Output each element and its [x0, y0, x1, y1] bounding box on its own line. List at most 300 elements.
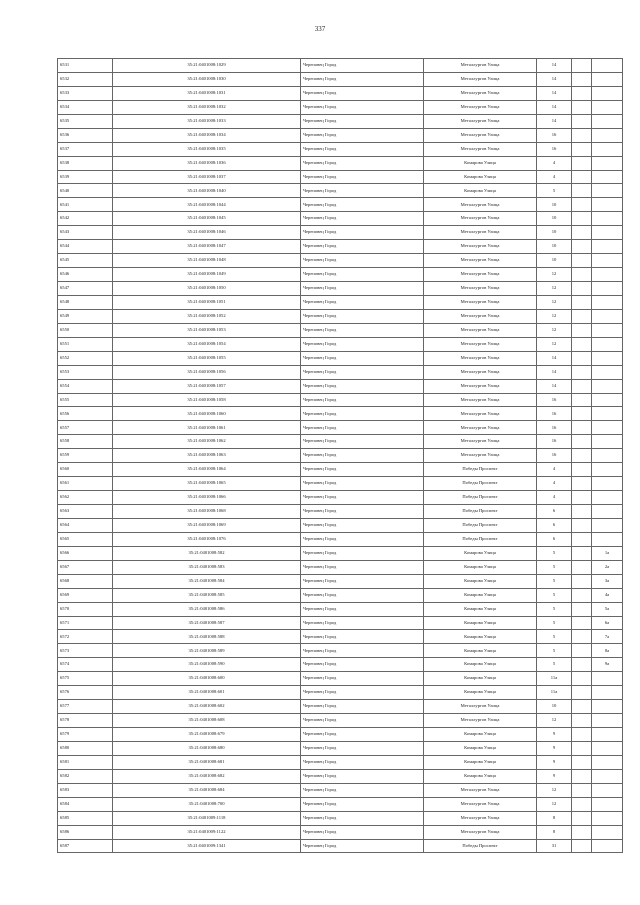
apartment-cell: [592, 86, 623, 100]
table-row: [58, 421, 623, 435]
empty-cell: [572, 268, 592, 282]
row-number-cell: 6547: [58, 282, 113, 296]
apartment-cell: [592, 351, 623, 365]
cadastral-number-cell: 35:21:0401008:1058: [113, 393, 301, 407]
cadastral-number-cell: 35:21:0401008:1053: [113, 323, 301, 337]
cadastral-number-cell: 35:21:0401009:1341: [113, 839, 301, 853]
street-cell: Комарова Улица: [424, 560, 537, 574]
apartment-cell: [592, 825, 623, 839]
row-number-cell: 6539: [58, 170, 113, 184]
street-cell: Металлургов Улица: [424, 797, 537, 811]
apartment-cell: [592, 226, 623, 240]
empty-cell: [572, 602, 592, 616]
empty-cell: [572, 421, 592, 435]
street-cell: Победы Проспект: [424, 491, 537, 505]
table-row: [58, 184, 623, 198]
street-cell: Металлургов Улица: [424, 59, 537, 73]
cadastral-number-cell: 35:21:0401008:1076: [113, 532, 301, 546]
house-number-cell: 14: [537, 100, 572, 114]
registry-table-body: [58, 59, 623, 853]
apartment-cell: [592, 839, 623, 853]
house-number-cell: 9: [537, 741, 572, 755]
house-number-cell: 4: [537, 170, 572, 184]
empty-cell: [572, 435, 592, 449]
street-cell: Металлургов Улица: [424, 100, 537, 114]
row-number-cell: 6587: [58, 839, 113, 853]
table-row: [58, 435, 623, 449]
street-cell: Металлургов Улица: [424, 449, 537, 463]
apartment-cell: [592, 212, 623, 226]
empty-cell: [572, 518, 592, 532]
apartment-cell: 3а: [592, 574, 623, 588]
street-cell: Комарова Улица: [424, 644, 537, 658]
table-row: [58, 839, 623, 853]
house-number-cell: 12: [537, 797, 572, 811]
cadastral-number-cell: 35:21:0401008:1052: [113, 309, 301, 323]
apartment-cell: [592, 142, 623, 156]
table-row: [58, 532, 623, 546]
cadastral-number-cell: 35:21:0401008:1063: [113, 449, 301, 463]
city-cell: Череповец Город: [301, 156, 424, 170]
city-cell: Череповец Город: [301, 546, 424, 560]
apartment-cell: [592, 769, 623, 783]
cadastral-number-cell: 35:21:0401008:584: [113, 574, 301, 588]
street-cell: Металлургов Улица: [424, 114, 537, 128]
house-number-cell: 14: [537, 114, 572, 128]
row-number-cell: 6582: [58, 769, 113, 783]
cadastral-number-cell: 35:21:0401008:601: [113, 686, 301, 700]
house-number-cell: 5: [537, 574, 572, 588]
apartment-cell: [592, 282, 623, 296]
empty-cell: [572, 59, 592, 73]
table-row: [58, 393, 623, 407]
cadastral-number-cell: 35:21:0401008:1037: [113, 170, 301, 184]
row-number-cell: 6551: [58, 337, 113, 351]
cadastral-number-cell: 35:21:0401008:588: [113, 630, 301, 644]
cadastral-number-cell: 35:21:0401008:586: [113, 602, 301, 616]
empty-cell: [572, 295, 592, 309]
city-cell: Череповец Город: [301, 769, 424, 783]
city-cell: Череповец Город: [301, 240, 424, 254]
table-row: [58, 295, 623, 309]
cadastral-number-cell: 35:21:0401008:681: [113, 755, 301, 769]
house-number-cell: 14: [537, 59, 572, 73]
city-cell: Череповец Город: [301, 700, 424, 714]
apartment-cell: [592, 686, 623, 700]
empty-cell: [572, 783, 592, 797]
street-cell: Победы Проспект: [424, 532, 537, 546]
cadastral-number-cell: 35:21:0401008:1062: [113, 435, 301, 449]
table-row: [58, 602, 623, 616]
cadastral-number-cell: 35:21:0401008:600: [113, 672, 301, 686]
city-cell: Череповец Город: [301, 295, 424, 309]
city-cell: Череповец Город: [301, 463, 424, 477]
street-cell: Металлургов Улица: [424, 295, 537, 309]
city-cell: Череповец Город: [301, 616, 424, 630]
apartment-cell: [592, 198, 623, 212]
street-cell: Комарова Улица: [424, 602, 537, 616]
table-row: [58, 282, 623, 296]
table-row: [58, 379, 623, 393]
empty-cell: [572, 128, 592, 142]
street-cell: Металлургов Улица: [424, 142, 537, 156]
house-number-cell: 5: [537, 658, 572, 672]
cadastral-number-cell: 35:21:0401008:1035: [113, 142, 301, 156]
table-row: [58, 86, 623, 100]
apartment-cell: [592, 728, 623, 742]
table-row: [58, 170, 623, 184]
row-number-cell: 6535: [58, 114, 113, 128]
row-number-cell: 6562: [58, 491, 113, 505]
apartment-cell: [592, 672, 623, 686]
cadastral-number-cell: 35:21:0401008:700: [113, 797, 301, 811]
cadastral-number-cell: 35:21:0401008:1044: [113, 198, 301, 212]
apartment-cell: [592, 491, 623, 505]
city-cell: Череповец Город: [301, 741, 424, 755]
city-cell: Череповец Город: [301, 184, 424, 198]
cadastral-number-cell: 35:21:0401008:1050: [113, 282, 301, 296]
street-cell: Металлургов Улица: [424, 282, 537, 296]
table-row: [58, 505, 623, 519]
house-number-cell: 12: [537, 714, 572, 728]
street-cell: Металлургов Улица: [424, 700, 537, 714]
city-cell: Череповец Город: [301, 114, 424, 128]
apartment-cell: 7а: [592, 630, 623, 644]
table-row: [58, 142, 623, 156]
empty-cell: [572, 574, 592, 588]
cadastral-number-cell: 35:21:0401008:1061: [113, 421, 301, 435]
cadastral-number-cell: 35:21:0401008:1032: [113, 100, 301, 114]
empty-cell: [572, 630, 592, 644]
empty-cell: [572, 546, 592, 560]
empty-cell: [572, 142, 592, 156]
empty-cell: [572, 72, 592, 86]
row-number-cell: 6541: [58, 198, 113, 212]
street-cell: Комарова Улица: [424, 184, 537, 198]
house-number-cell: 14: [537, 86, 572, 100]
cadastral-number-cell: 35:21:0401008:587: [113, 616, 301, 630]
table-row: [58, 463, 623, 477]
apartment-cell: 4а: [592, 588, 623, 602]
house-number-cell: 16: [537, 421, 572, 435]
row-number-cell: 6532: [58, 72, 113, 86]
table-row: [58, 755, 623, 769]
house-number-cell: 16: [537, 435, 572, 449]
city-cell: Череповец Город: [301, 728, 424, 742]
house-number-cell: 14: [537, 351, 572, 365]
house-number-cell: 12: [537, 783, 572, 797]
apartment-cell: 5а: [592, 602, 623, 616]
cadastral-number-cell: 35:21:0401008:1047: [113, 240, 301, 254]
table-row: [58, 268, 623, 282]
table-row: [58, 212, 623, 226]
city-cell: Череповец Город: [301, 672, 424, 686]
city-cell: Череповец Город: [301, 602, 424, 616]
city-cell: Череповец Город: [301, 783, 424, 797]
table-row: [58, 100, 623, 114]
row-number-cell: 6550: [58, 323, 113, 337]
table-row: [58, 630, 623, 644]
table-row: [58, 616, 623, 630]
city-cell: Череповец Город: [301, 477, 424, 491]
city-cell: Череповец Город: [301, 100, 424, 114]
city-cell: Череповец Город: [301, 254, 424, 268]
cadastral-number-cell: 35:21:0401008:680: [113, 741, 301, 755]
street-cell: Металлургов Улица: [424, 393, 537, 407]
table-row: [58, 114, 623, 128]
cadastral-number-cell: 35:21:0401008:1051: [113, 295, 301, 309]
apartment-cell: [592, 393, 623, 407]
street-cell: Металлургов Улица: [424, 825, 537, 839]
apartment-cell: [592, 811, 623, 825]
empty-cell: [572, 254, 592, 268]
house-number-cell: 14: [537, 72, 572, 86]
cadastral-number-cell: 35:21:0401008:1030: [113, 72, 301, 86]
house-number-cell: 14: [537, 379, 572, 393]
cadastral-number-cell: 35:21:0401008:1045: [113, 212, 301, 226]
house-number-cell: 10: [537, 240, 572, 254]
apartment-cell: [592, 100, 623, 114]
street-cell: Комарова Улица: [424, 769, 537, 783]
table-row: [58, 365, 623, 379]
empty-cell: [572, 407, 592, 421]
row-number-cell: 6564: [58, 518, 113, 532]
cadastral-number-cell: 35:21:0401008:590: [113, 658, 301, 672]
cadastral-number-cell: 35:21:0401008:1057: [113, 379, 301, 393]
cadastral-number-cell: 35:21:0401008:1046: [113, 226, 301, 240]
street-cell: Металлургов Улица: [424, 351, 537, 365]
row-number-cell: 6561: [58, 477, 113, 491]
row-number-cell: 6557: [58, 421, 113, 435]
table-row: [58, 546, 623, 560]
empty-cell: [572, 714, 592, 728]
row-number-cell: 6549: [58, 309, 113, 323]
cadastral-number-cell: 35:21:0401008:1031: [113, 86, 301, 100]
cadastral-number-cell: 35:21:0401008:1034: [113, 128, 301, 142]
table-row: [58, 658, 623, 672]
table-row: [58, 309, 623, 323]
city-cell: Череповец Город: [301, 393, 424, 407]
table-row: [58, 811, 623, 825]
street-cell: Комарова Улица: [424, 616, 537, 630]
row-number-cell: 6534: [58, 100, 113, 114]
empty-cell: [572, 198, 592, 212]
cadastral-number-cell: 35:21:0401008:1060: [113, 407, 301, 421]
house-number-cell: 9: [537, 728, 572, 742]
house-number-cell: 12: [537, 323, 572, 337]
street-cell: Металлургов Улица: [424, 212, 537, 226]
apartment-cell: [592, 421, 623, 435]
table-row: [58, 728, 623, 742]
house-number-cell: 8: [537, 811, 572, 825]
city-cell: Череповец Город: [301, 560, 424, 574]
street-cell: Металлургов Улица: [424, 240, 537, 254]
house-number-cell: 5: [537, 644, 572, 658]
city-cell: Череповец Город: [301, 714, 424, 728]
street-cell: Металлургов Улица: [424, 435, 537, 449]
street-cell: Металлургов Улица: [424, 365, 537, 379]
table-row: [58, 574, 623, 588]
row-number-cell: 6548: [58, 295, 113, 309]
empty-cell: [572, 337, 592, 351]
table-row: [58, 686, 623, 700]
house-number-cell: 5: [537, 630, 572, 644]
table-row: [58, 407, 623, 421]
row-number-cell: 6538: [58, 156, 113, 170]
table-row: [58, 323, 623, 337]
row-number-cell: 6572: [58, 630, 113, 644]
empty-cell: [572, 728, 592, 742]
row-number-cell: 6558: [58, 435, 113, 449]
city-cell: Череповец Город: [301, 128, 424, 142]
row-number-cell: 6544: [58, 240, 113, 254]
cadastral-number-cell: 35:21:0401008:582: [113, 546, 301, 560]
cadastral-number-cell: 35:21:0401008:1036: [113, 156, 301, 170]
cadastral-number-cell: 35:21:0401008:1054: [113, 337, 301, 351]
city-cell: Череповец Город: [301, 226, 424, 240]
apartment-cell: [592, 505, 623, 519]
street-cell: Металлургов Улица: [424, 198, 537, 212]
house-number-cell: 9: [537, 755, 572, 769]
city-cell: Череповец Город: [301, 839, 424, 853]
street-cell: Металлургов Улица: [424, 86, 537, 100]
house-number-cell: 16: [537, 393, 572, 407]
row-number-cell: 6566: [58, 546, 113, 560]
street-cell: Металлургов Улица: [424, 379, 537, 393]
empty-cell: [572, 491, 592, 505]
row-number-cell: 6556: [58, 407, 113, 421]
house-number-cell: 10: [537, 198, 572, 212]
empty-cell: [572, 811, 592, 825]
city-cell: Череповец Город: [301, 282, 424, 296]
cadastral-number-cell: 35:21:0401009:1122: [113, 825, 301, 839]
house-number-cell: 5: [537, 546, 572, 560]
apartment-cell: [592, 309, 623, 323]
empty-cell: [572, 449, 592, 463]
table-row: [58, 337, 623, 351]
city-cell: Череповец Город: [301, 505, 424, 519]
table-row: [58, 672, 623, 686]
house-number-cell: 11а: [537, 686, 572, 700]
street-cell: Комарова Улица: [424, 588, 537, 602]
cadastral-number-cell: 35:21:0401008:1064: [113, 463, 301, 477]
empty-cell: [572, 170, 592, 184]
apartment-cell: [592, 156, 623, 170]
city-cell: Череповец Город: [301, 212, 424, 226]
row-number-cell: 6583: [58, 783, 113, 797]
house-number-cell: 16: [537, 407, 572, 421]
street-cell: Металлургов Улица: [424, 226, 537, 240]
apartment-cell: 6а: [592, 616, 623, 630]
city-cell: Череповец Город: [301, 86, 424, 100]
apartment-cell: [592, 268, 623, 282]
table-row: [58, 72, 623, 86]
street-cell: Металлургов Улица: [424, 323, 537, 337]
house-number-cell: 31: [537, 839, 572, 853]
table-row: [58, 825, 623, 839]
apartment-cell: [592, 714, 623, 728]
row-number-cell: 6565: [58, 532, 113, 546]
house-number-cell: 12: [537, 337, 572, 351]
apartment-cell: [592, 254, 623, 268]
house-number-cell: 6: [537, 518, 572, 532]
house-number-cell: 11а: [537, 672, 572, 686]
table-row: [58, 769, 623, 783]
city-cell: Череповец Город: [301, 323, 424, 337]
street-cell: Комарова Улица: [424, 574, 537, 588]
house-number-cell: 6: [537, 505, 572, 519]
row-number-cell: 6560: [58, 463, 113, 477]
table-row: [58, 491, 623, 505]
street-cell: Комарова Улица: [424, 672, 537, 686]
house-number-cell: 16: [537, 142, 572, 156]
house-number-cell: 4: [537, 156, 572, 170]
city-cell: Череповец Город: [301, 379, 424, 393]
empty-cell: [572, 379, 592, 393]
city-cell: Череповец Город: [301, 811, 424, 825]
house-number-cell: 4: [537, 477, 572, 491]
row-number-cell: 6537: [58, 142, 113, 156]
row-number-cell: 6569: [58, 588, 113, 602]
street-cell: Победы Проспект: [424, 477, 537, 491]
empty-cell: [572, 616, 592, 630]
apartment-cell: [592, 518, 623, 532]
apartment-cell: [592, 114, 623, 128]
table-row: [58, 156, 623, 170]
apartment-cell: [592, 379, 623, 393]
city-cell: Череповец Город: [301, 686, 424, 700]
city-cell: Череповец Город: [301, 491, 424, 505]
row-number-cell: 6531: [58, 59, 113, 73]
row-number-cell: 6552: [58, 351, 113, 365]
cadastral-number-cell: 35:21:0401008:1068: [113, 505, 301, 519]
apartment-cell: [592, 365, 623, 379]
table-row: [58, 240, 623, 254]
street-cell: Комарова Улица: [424, 686, 537, 700]
row-number-cell: 6580: [58, 741, 113, 755]
registry-table: [57, 58, 623, 853]
row-number-cell: 6586: [58, 825, 113, 839]
cadastral-number-cell: 35:21:0401008:1056: [113, 365, 301, 379]
apartment-cell: 1а: [592, 546, 623, 560]
empty-cell: [572, 86, 592, 100]
empty-cell: [572, 505, 592, 519]
empty-cell: [572, 755, 592, 769]
empty-cell: [572, 797, 592, 811]
house-number-cell: 10: [537, 254, 572, 268]
table-row: [58, 128, 623, 142]
row-number-cell: 6559: [58, 449, 113, 463]
empty-cell: [572, 184, 592, 198]
apartment-cell: [592, 783, 623, 797]
city-cell: Череповец Город: [301, 435, 424, 449]
street-cell: Комарова Улица: [424, 741, 537, 755]
apartment-cell: 2а: [592, 560, 623, 574]
table-row: [58, 797, 623, 811]
empty-cell: [572, 351, 592, 365]
street-cell: Победы Проспект: [424, 505, 537, 519]
table-row: [58, 449, 623, 463]
row-number-cell: 6545: [58, 254, 113, 268]
table-row: [58, 644, 623, 658]
row-number-cell: 6536: [58, 128, 113, 142]
house-number-cell: 4: [537, 491, 572, 505]
row-number-cell: 6576: [58, 686, 113, 700]
apartment-cell: [592, 532, 623, 546]
cadastral-number-cell: 35:21:0401008:1055: [113, 351, 301, 365]
page-number: 337: [314, 25, 326, 33]
apartment-cell: [592, 797, 623, 811]
